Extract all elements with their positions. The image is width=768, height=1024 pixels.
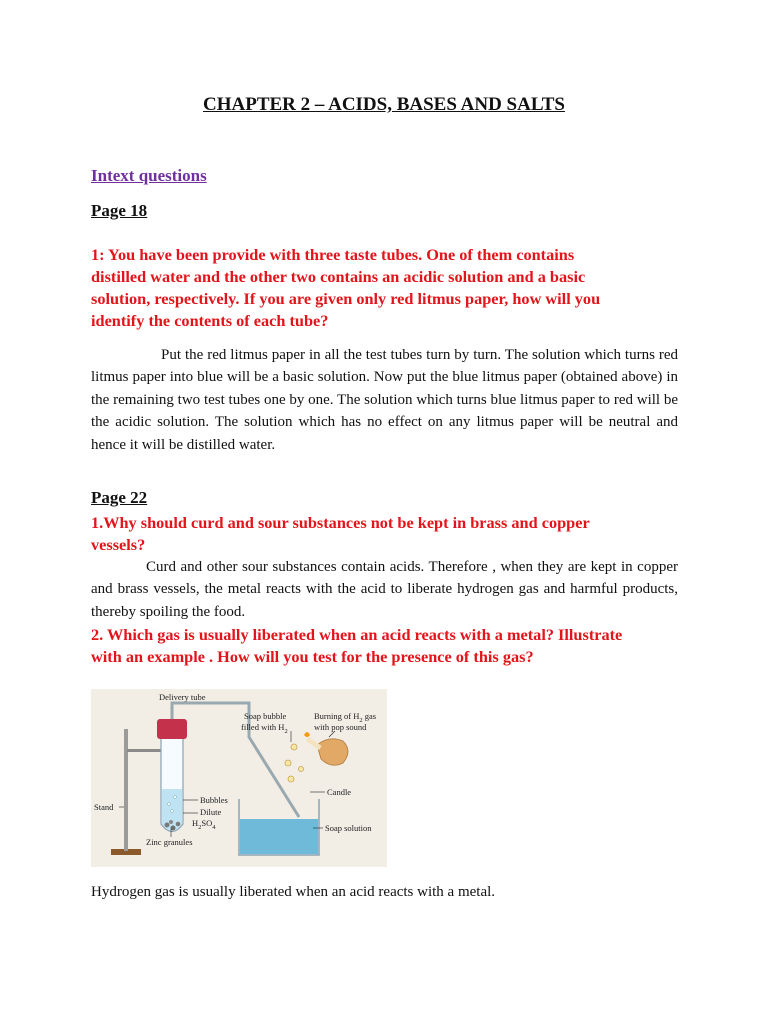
label-h2so4: $H_2SO_4$ [192,818,216,831]
apparatus-diagram [91,689,387,867]
soap-solution [240,819,318,854]
question-3-line-2: with an example . How will you test for the presence of this gas? [91,647,534,666]
question-3 [91,624,681,668]
label-soap-bubble-2: filled with $H_2$ [241,722,288,735]
label-delivery-tube: Delivery tube [159,692,206,702]
answer-1: Put the red litmus paper in all the test tubes turn by turn. The solution which turns red litmus paper into blue will be a basic solution. Now put the blue litmus paper (obtained above) in the remaining two test tubes one by one. The solution which turns blue litmus paper to red will be the acidic solution. The solution which has no effect on any litmus paper will be neutral and hence it will be distilled water. [91,347,678,453]
hand-with-candle [317,739,348,766]
label-soap-solution: Soap solution [325,823,372,833]
figure-caption: Hydrogen gas is usually liberated when an acid reacts with a metal. [91,884,496,900]
label-zinc-granules: Zinc granules [146,837,193,847]
hydrogen-apparatus-figure [91,689,387,867]
question-1 [91,244,681,332]
question-2-line-2: vessels? [91,535,146,554]
intext-questions-link[interactable]: Intext questions [91,166,207,185]
label-bubbles: Bubbles [200,795,228,805]
page-22-heading: Page 22 [91,488,148,507]
label-burning-2: with pop sound [314,722,367,732]
label-soap-bubble-1: Soap bubble [244,711,287,721]
stand-rod [124,729,128,851]
question-2 [91,512,681,556]
question-1-line-4: identify the contents of each tube? [91,311,329,330]
label-stand: Stand [94,802,114,812]
question-1-line-3: solution, respectively. If you are given only red litmus paper, how will you [91,289,601,308]
label-burning-1: Burning of $H_2$ gas [314,711,377,724]
question-3-line-1: 2. Which gas is usually liberated when an acid reacts with a metal? Illustrate [91,625,623,644]
cork [157,719,187,739]
question-1-line-2: distilled water and the other two contains an acidic solution and a basic [91,267,586,286]
answer-2: Curd and other sour substances contain acids. Therefore , when they are kept in copper and brass vessels, the metal reacts with the acid to liberate hydrogen gas and harmful products, thereby spoiling the food. [91,559,678,620]
question-1-line-1: 1: You have been provide with three taste tubes. One of them contains [91,245,575,264]
question-2-line-1: 1.Why should curd and sour substances not be kept in brass and copper [91,513,590,532]
page-18-heading: Page 18 [91,201,148,220]
chapter-title: CHAPTER 2 – ACIDS, BASES AND SALTS [203,94,565,115]
label-dilute: Dilute [200,807,222,817]
label-candle: Candle [327,787,352,797]
